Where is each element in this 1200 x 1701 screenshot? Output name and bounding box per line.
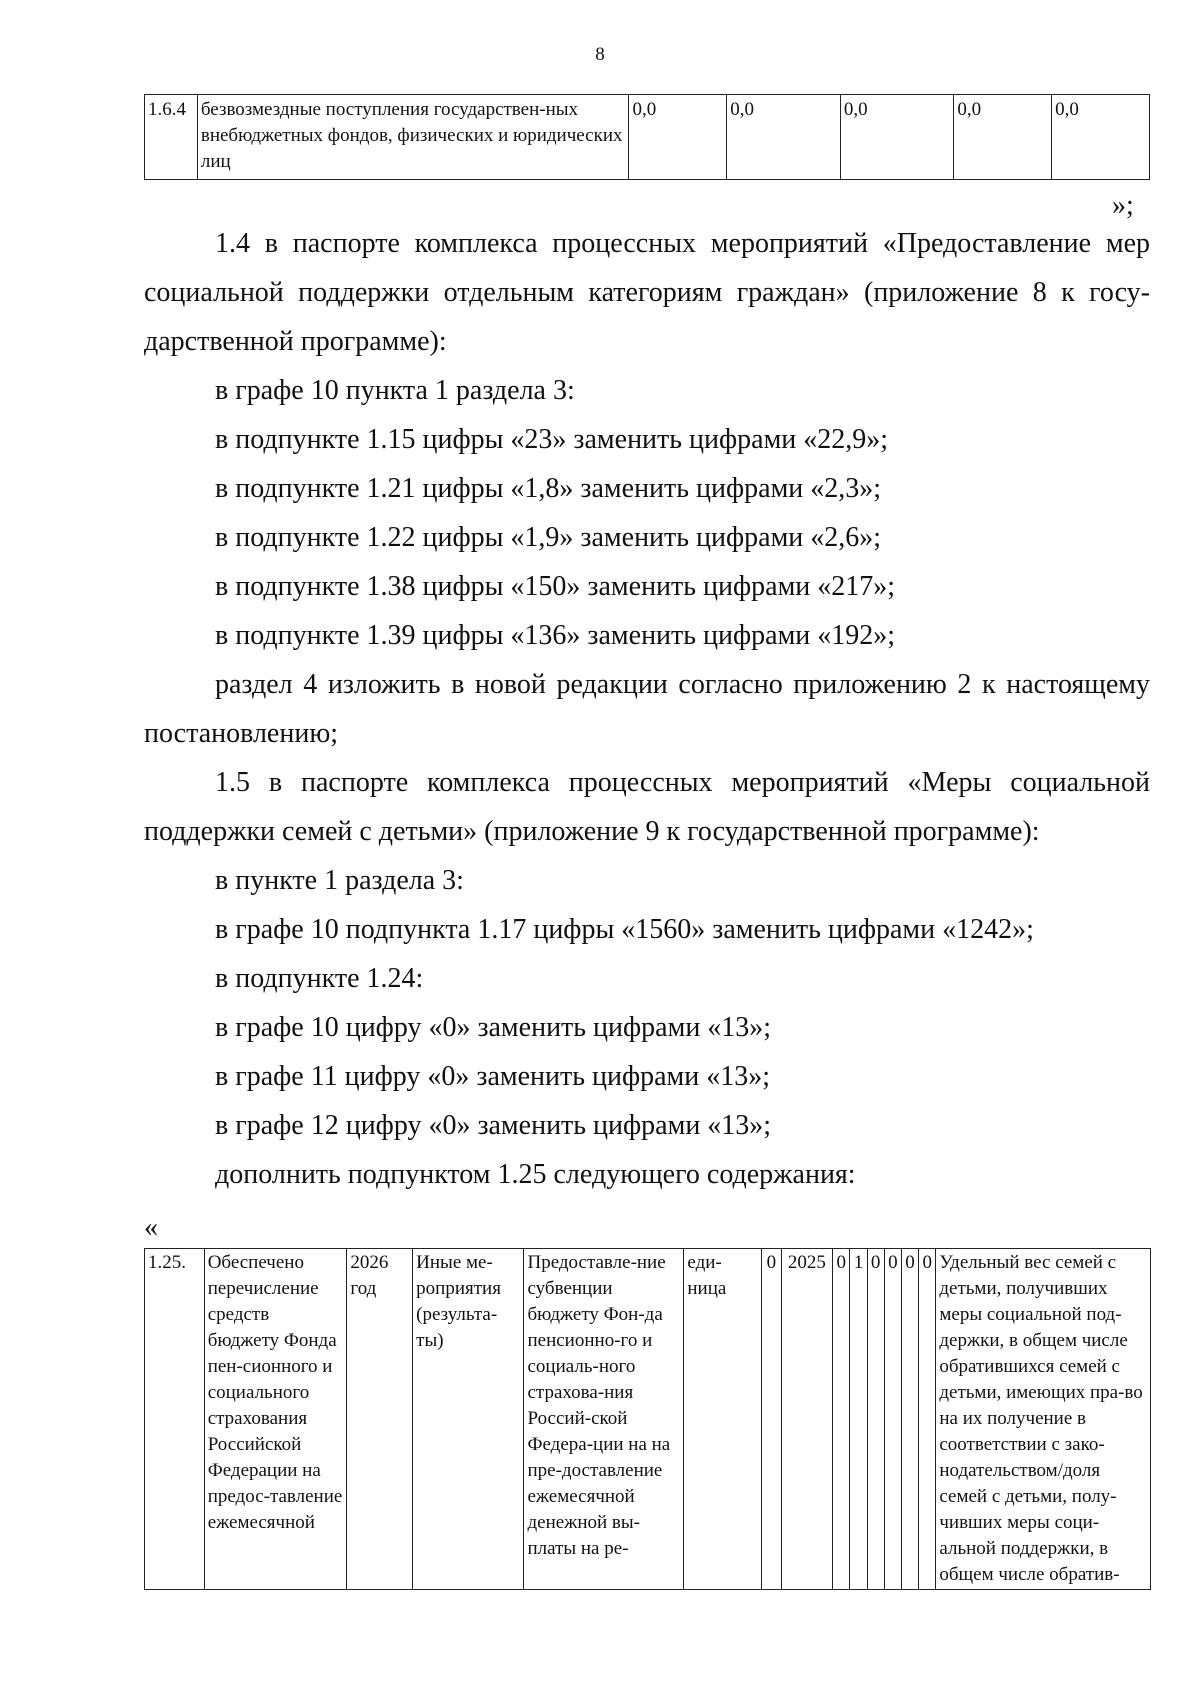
- characteristic-cell: Предоставле-ние субвенции бюджету Фон-да пенсионно-го и социаль-ного страхова-ния Россий-ской Федера-ции на на пре-доставление ежемесячной денежной вы-платы на ре-: [524, 1249, 684, 1590]
- item-add-1-25: дополнить подпунктом 1.25 следующего содержания:: [215, 1159, 856, 1190]
- deadline-cell: 2026 год: [347, 1249, 413, 1590]
- closing-quote: »;: [1112, 190, 1134, 221]
- paragraph-1-4-line-2: социальной поддержки отдельным категориям граждан» (приложение 8 к госу-: [144, 277, 1150, 308]
- item-point-1: в пункте 1 раздела 3:: [215, 865, 464, 896]
- item-column-12-change: в графе 12 цифру «0» заменить цифрами «13»;: [215, 1110, 772, 1141]
- value-cell: 0: [884, 1249, 901, 1590]
- item-column-10-change: в графе 10 цифру «0» заменить цифрами «13»;: [215, 1012, 772, 1043]
- paragraph-1-5-line-1: 1.5 в паспорте комплекса процессных мероприятий «Меры социальной: [215, 767, 1150, 798]
- item-1-15: в подпункте 1.15 цифры «23» заменить цифрами «22,9»;: [215, 424, 889, 455]
- value-cell: 0: [867, 1249, 884, 1590]
- row-number-cell: 1.25.: [145, 1249, 205, 1590]
- item-1-24: в подпункте 1.24:: [215, 963, 424, 994]
- item-1-17: в графе 10 подпункта 1.17 цифры «1560» заменить цифрами «1242»;: [215, 914, 1034, 945]
- row-number-cell: 1.6.4: [145, 95, 198, 180]
- table-row: [145, 1249, 1151, 1590]
- base-year-cell: 2025: [781, 1249, 833, 1590]
- value-cell: 0: [919, 1249, 936, 1590]
- value-cell: 1: [850, 1249, 867, 1590]
- item-column-11-change: в графе 11 цифру «0» заменить цифрами «13»;: [215, 1061, 771, 1092]
- item-1-39: в подпункте 1.39 цифры «136» заменить цифрами «192»;: [215, 620, 896, 651]
- indicator-cell: Удельный вес семей с детьми, получивших меры социальной под-держки, в общем числе обратившихся семей с детьми, имеющих пра-во на их получение в соответствии с зако-нодательством/доля семей с детьми, полу-чивших меры соци-альной поддержки, в общем числе обратив-: [936, 1249, 1151, 1590]
- type-cell: Иные ме-роприятия (результа-ты): [413, 1249, 524, 1590]
- section-4-line-1: раздел 4 изложить в новой редакции согласно приложению 2 к настоящему: [215, 669, 1150, 700]
- result-name-cell: Обеспечено перечисление средств бюджету Фонда пен-сионного и социального страхования Российской Федерации на предос-тавление ежемесячной: [204, 1249, 347, 1590]
- item-1-22: в подпункте 1.22 цифры «1,9» заменить цифрами «2,6»;: [215, 522, 882, 553]
- paragraph-1-5-line-2: поддержки семей с детьми» (приложение 9 к государственной программе):: [144, 816, 1040, 847]
- unit-cell: еди-ница: [684, 1249, 762, 1590]
- value-cell: 0,0: [1052, 95, 1150, 180]
- paragraph-1-4-line-3: дарственной программе):: [144, 326, 447, 357]
- table-row: [145, 95, 1150, 180]
- opening-quote: «: [144, 1212, 158, 1243]
- paragraph-1-4-line-1: 1.4 в паспорте комплекса процессных мероприятий «Предоставление мер: [215, 228, 1150, 259]
- base-value-cell: 0: [762, 1249, 781, 1590]
- measures-table: [144, 1248, 1151, 1590]
- value-cell: 0,0: [954, 95, 1052, 180]
- item-1-38: в подпункте 1.38 цифры «150» заменить цифрами «217»;: [215, 571, 896, 602]
- row-description-cell: безвозмездные поступления государствен-ных внебюджетных фондов, физических и юридических лиц: [197, 95, 629, 180]
- funding-table: [144, 94, 1150, 180]
- item-1-21: в подпункте 1.21 цифры «1,8» заменить цифрами «2,3»;: [215, 473, 882, 504]
- value-cell: 0: [901, 1249, 918, 1590]
- value-cell: 0,0: [727, 95, 841, 180]
- page-number: 8: [595, 44, 605, 65]
- value-cell: 0: [833, 1249, 850, 1590]
- item-column-10: в графе 10 пункта 1 раздела 3:: [215, 375, 575, 406]
- value-cell: 0,0: [629, 95, 727, 180]
- section-4-line-2: постановлению;: [144, 718, 339, 749]
- value-cell: 0,0: [840, 95, 954, 180]
